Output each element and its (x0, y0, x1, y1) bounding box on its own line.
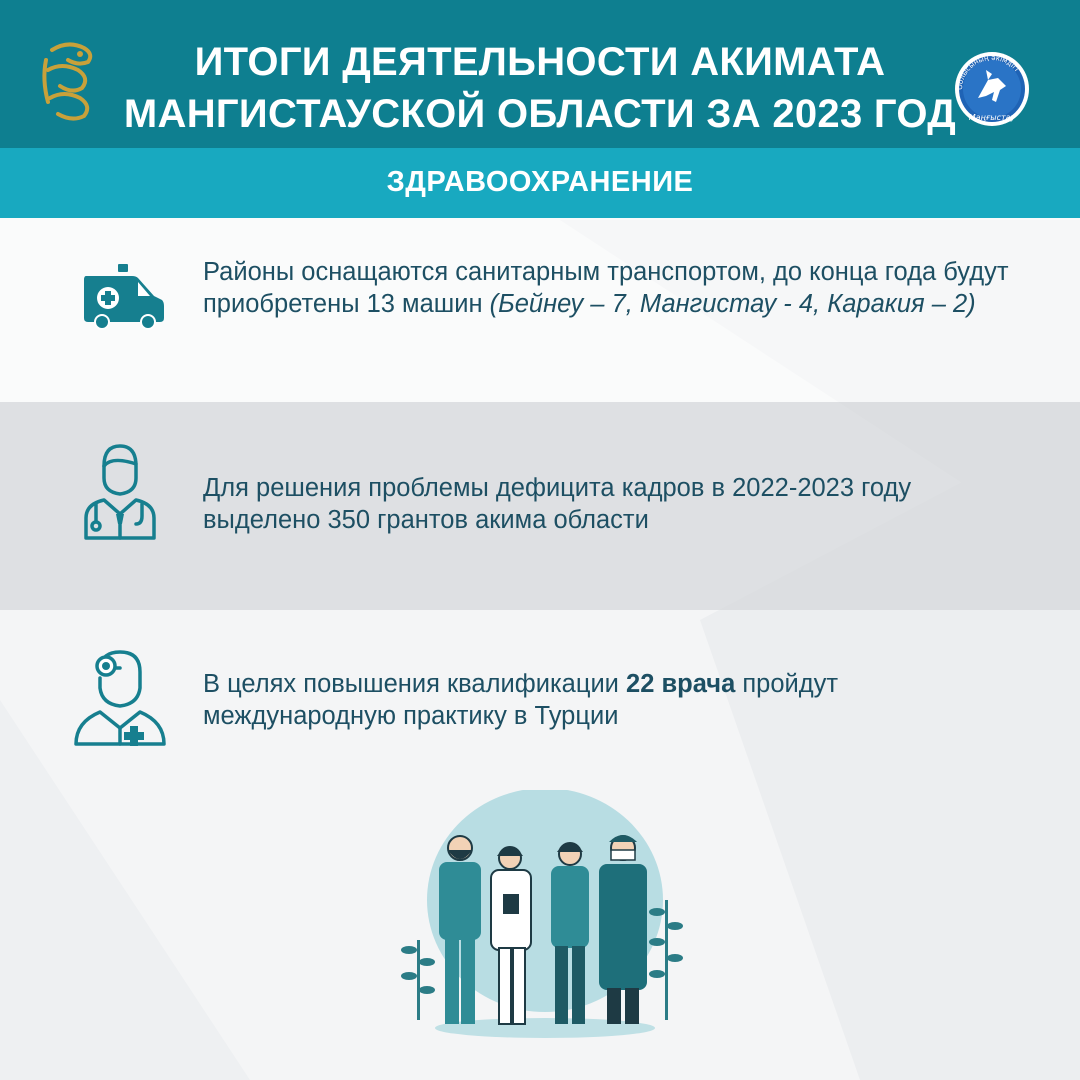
emblem-bottom-text: Маңғыстау (968, 113, 1016, 122)
emblem-arc-text: Облысының әкімдігі (955, 53, 1021, 91)
practice-text (203, 668, 1033, 732)
region-emblem-icon (948, 50, 1036, 128)
grants-text: Для решения проблемы дефицита кадров в 2022-2023 году выделено 350 грантов акима области (203, 474, 912, 534)
ambulance-icon (82, 262, 166, 332)
medical-staff-illustration (395, 790, 695, 1040)
transport-text (203, 256, 1033, 320)
doctor-icon (78, 442, 162, 542)
title-line-2: МАНГИСТАУСКОЙ ОБЛАСТИ ЗА 2023 ГОД (123, 92, 957, 136)
practice-text-after: пройдут международную практику в Турции (203, 670, 839, 730)
practice-text-bold: 22 врача (626, 670, 736, 698)
info-row-practice (0, 610, 1080, 790)
doctor-head-mirror-icon (72, 648, 168, 748)
title-line-1: ИТОГИ ДЕЯТЕЛЬНОСТИ АКИМАТА (194, 40, 886, 84)
transport-text-italic: (Бейнеу – 7, Мангистау - 4, Каракия – 2) (489, 290, 976, 318)
header-bar (0, 0, 1080, 148)
snow-leopard-logo-icon (38, 40, 102, 124)
page-title (110, 36, 970, 140)
info-row-transport (0, 218, 1080, 402)
section-bar (0, 148, 1080, 218)
section-title: ЗДРАВООХРАНЕНИЕ (386, 166, 694, 198)
transport-text-main: Районы оснащаются санитарным транспортом, до конца года будут приобретены 13 машин (203, 258, 1009, 318)
practice-text-before: В целях повышения квалификации (203, 670, 627, 698)
info-row-grants (0, 402, 1080, 610)
